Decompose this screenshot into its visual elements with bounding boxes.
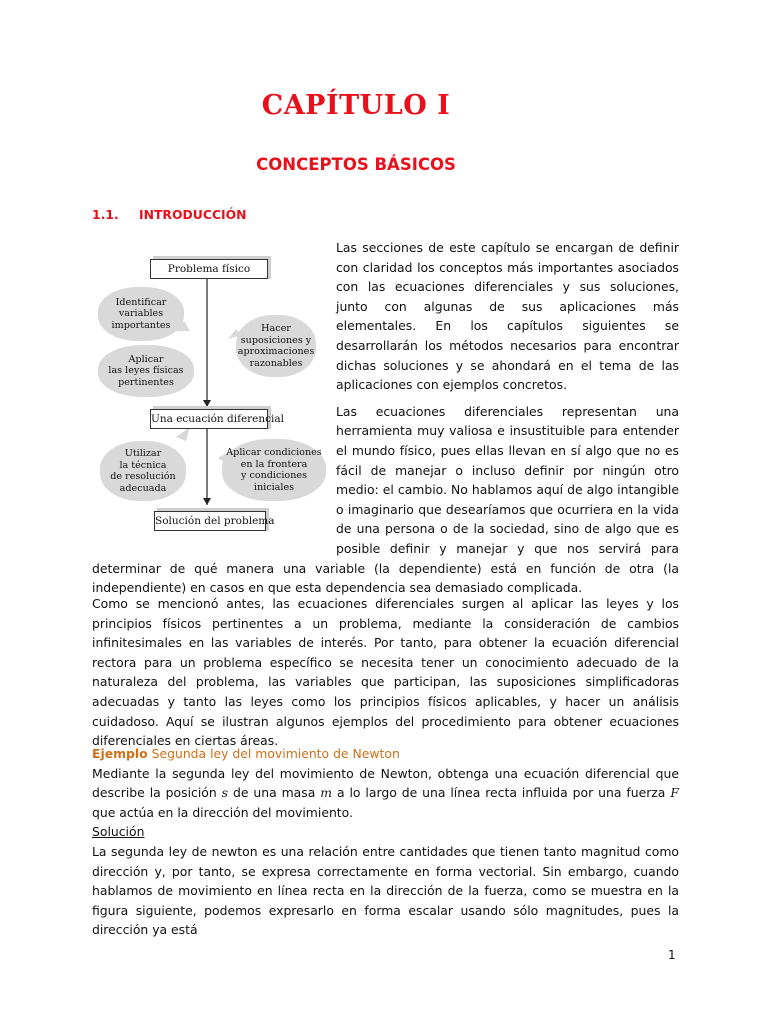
section-heading — [92, 207, 247, 222]
var-m: m — [320, 785, 332, 801]
cloud-conditions: Aplicar condiciones en la frontera y condiciones iniciales — [222, 439, 326, 501]
paragraph-differential-equations: Como se mencionó antes, las ecuaciones diferenciales surgen al aplicar las leyes y los principios físicos pertinentes a un problema, mediante la consideración de cambios infinitesimales en las variables de interés. Por tanto, para obtener la ecuación diferencial rectora para un problema específico se necesita tener un conocimiento adecuado de la naturaleza del problema, las variables que participan, las suposiciones simplificadoras adecuadas y tanto las leyes como los principios físicos aplicables, y hacer un análisis cuidadoso. Aquí se ilustran algunos ejemplos del procedimiento para obtener ecuaciones diferenciales en ciertas áreas. — [92, 596, 679, 749]
chapter-subtitle: CONCEPTOS BÁSICOS — [256, 155, 456, 174]
intro-paragraph-2: Las ecuaciones diferenciales representan una herramienta muy valiosa e insustituible para entender el mundo físico, pues ellas llevan en sí algo que no es fácil de manejar o incluso definir por ningún otro medio: el cambio. No hablamos aquí de algo intangible o imaginario que desearíamos que ocurriera en la vida de una persona o de la sociedad, sino de algo que es posible definir y manejar y que nos servirá para determinar de qué manera una variable (la dependiente) está en función de otra (la independiente) en casos en que esta dependencia sea demasiado complicada. — [92, 403, 679, 596]
cloud-laws: Aplicar las leyes físicas pertinentes — [98, 345, 194, 397]
section-number: 1.1. — [92, 207, 119, 222]
solution-text: La segunda ley de newton es una relación entre cantidades que tienen tanto magnitud como dirección y, por tanto, se expresa correctamente en forma vectorial. Sin embargo, cuando hablamos de movimiento en línea recta en la dirección de la fuerza, como se muestra en la figura siguiente, podemos expresarlo en forma escalar usando sólo magnitudes, pues la dirección ya está — [92, 843, 679, 938]
var-f: F — [670, 785, 679, 801]
example-statement: Mediante la segunda ley del movimiento de Newton, obtenga una ecuación diferencial que describe la posición s de una masa m a lo largo de una línea recta influida por una fuerza F que actúa en la dirección del movimiento. — [92, 765, 679, 820]
cloud-technique: Utilizar la técnica de resolución adecuada — [100, 441, 186, 501]
example-label: Ejemplo — [92, 746, 148, 761]
example-block — [92, 744, 679, 940]
intro-paragraph-1: Las secciones de este capítulo se encargan de definir con claridad los conceptos más importantes asociados con las ecuaciones diferenciales y sus soluciones, junto con algunas de sus aplicaciones más elementales. En los capítulos siguientes se desarrollarán los métodos necesarios para encontrar dichas soluciones y se ahondará en el tema de las aplicaciones con ejemplos concretos. — [336, 240, 679, 393]
cloud-identify: Identificar variables importantes — [98, 287, 184, 341]
box-equation: Una ecuación diferencial — [150, 409, 268, 429]
example-title: Segunda ley del movimiento de Newton — [151, 746, 400, 761]
cloud-assumptions: Hacer suposiciones y aproximaciones razonables — [236, 315, 316, 377]
section-title: INTRODUCCIÓN — [139, 207, 247, 222]
example-heading — [92, 744, 679, 764]
box-solution: Solución del problema — [154, 511, 266, 531]
flowchart-diagram — [96, 255, 322, 545]
var-s: s — [221, 785, 229, 801]
chapter-title: CAPÍTULO I — [261, 90, 451, 121]
solution-label: Solución — [92, 824, 145, 840]
page-number: 1 — [668, 948, 676, 962]
box-problem: Problema físico — [150, 259, 268, 279]
